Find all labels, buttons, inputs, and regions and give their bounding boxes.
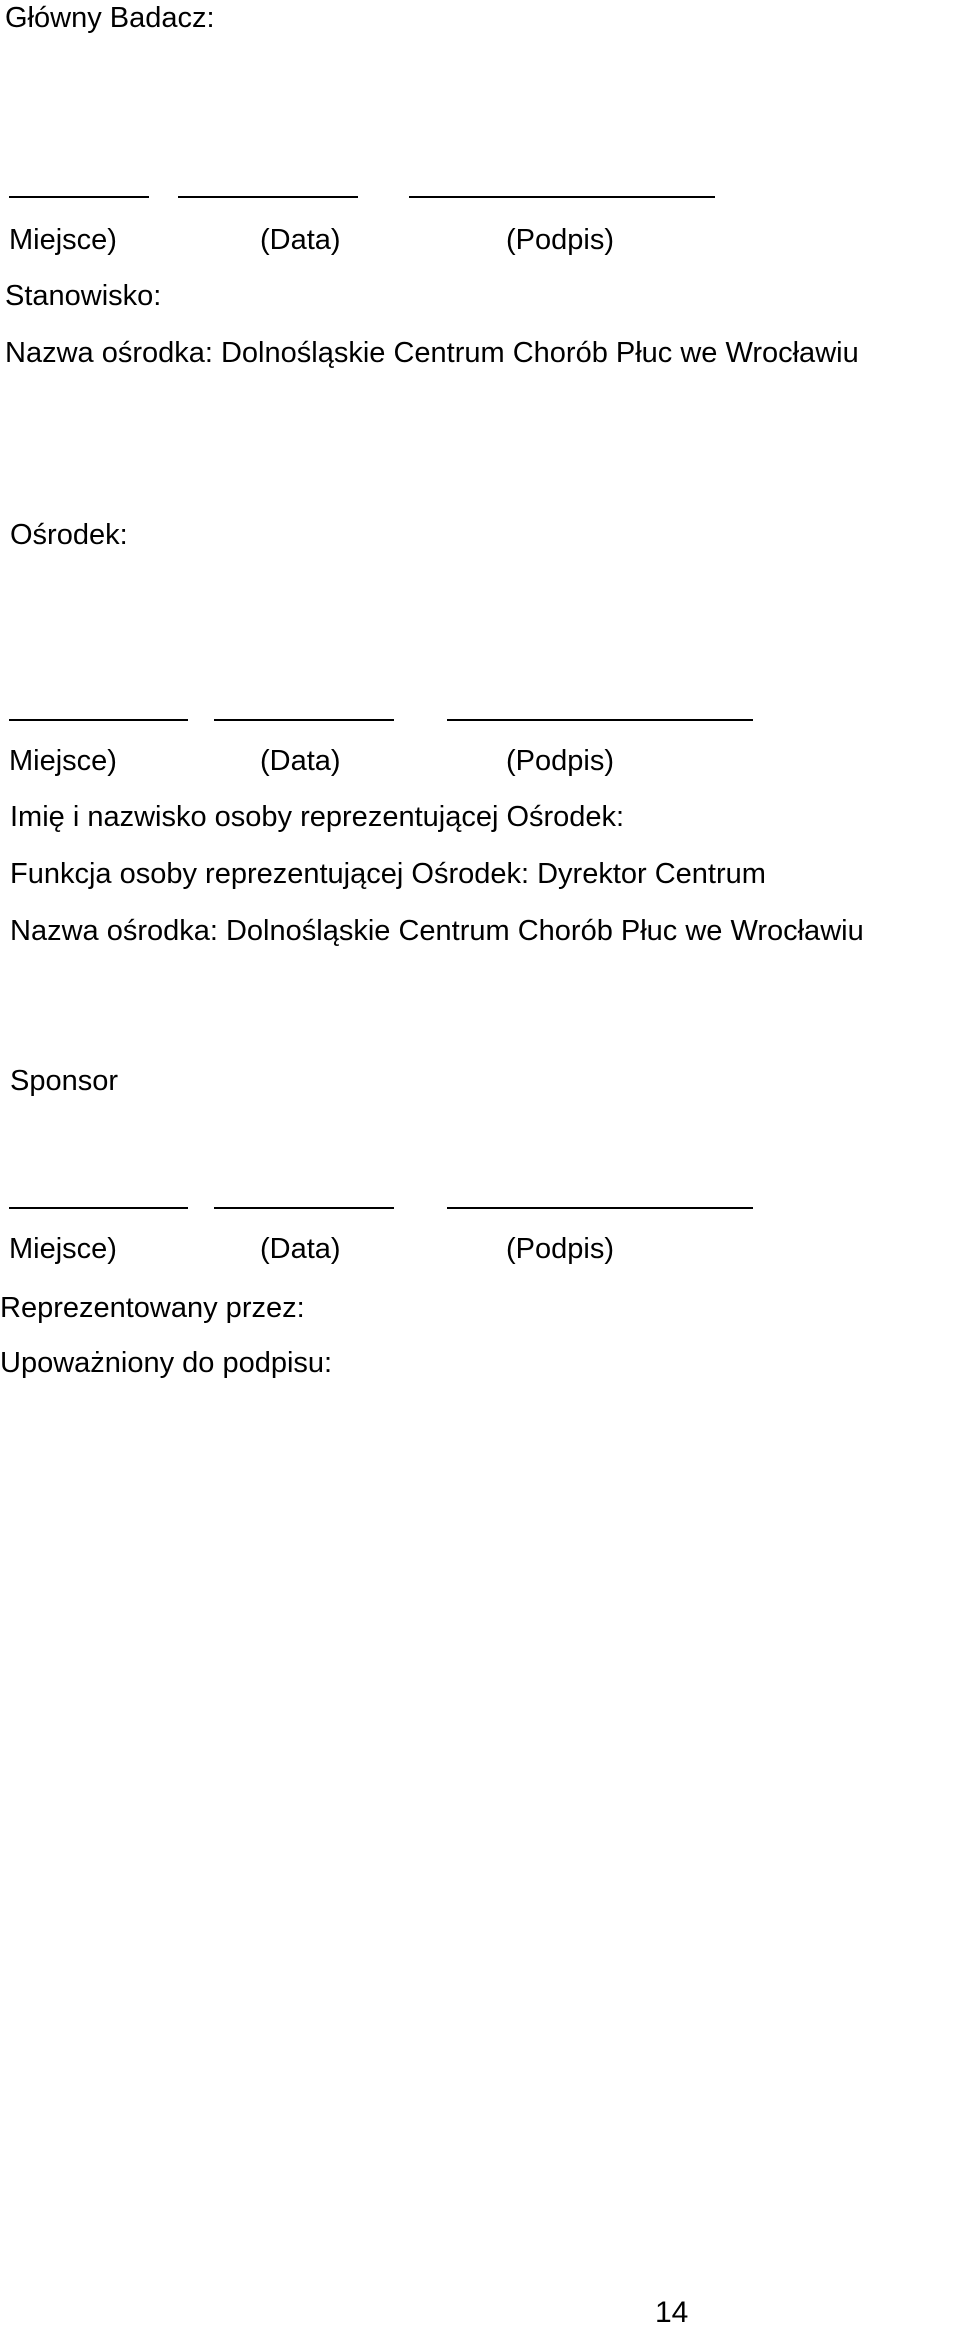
representative-name-label: Imię i nazwisko osoby reprezentującej Ośrodek: [10, 801, 625, 833]
place-signature-line [9, 196, 149, 198]
place-label: Miejsce) [9, 1233, 117, 1265]
center-name: Nazwa ośrodka: Dolnośląskie Centrum Chorób Płuc we Wrocławiu [10, 915, 864, 947]
signature-label: (Podpis) [506, 224, 614, 256]
date-label: (Data) [260, 224, 341, 256]
signature-line [447, 719, 753, 721]
date-label: (Data) [260, 1233, 341, 1265]
center-name: Nazwa ośrodka: Dolnośląskie Centrum Chorób Płuc we Wrocławiu [5, 337, 859, 369]
sponsor-heading: Sponsor [10, 1065, 119, 1097]
place-signature-line [9, 1207, 188, 1209]
investigator-heading: Główny Badacz: [5, 2, 215, 34]
signature-label: (Podpis) [506, 745, 614, 777]
position-label: Stanowisko: [5, 280, 162, 312]
date-signature-line [214, 1207, 394, 1209]
place-signature-line [9, 719, 188, 721]
signature-label: (Podpis) [506, 1233, 614, 1265]
page-number: 14 [655, 2296, 689, 2329]
center-heading: Ośrodek: [10, 519, 128, 551]
date-signature-line [214, 719, 394, 721]
place-label: Miejsce) [9, 224, 117, 256]
signature-line [409, 196, 715, 198]
authorized-label: Upoważniony do podpisu: [0, 1347, 333, 1379]
represented-by-label: Reprezentowany przez: [0, 1292, 305, 1324]
date-label: (Data) [260, 745, 341, 777]
date-signature-line [178, 196, 358, 198]
signature-line [447, 1207, 753, 1209]
representative-function-label: Funkcja osoby reprezentującej Ośrodek: Dyrektor Centrum [10, 858, 766, 890]
place-label: Miejsce) [9, 745, 117, 777]
